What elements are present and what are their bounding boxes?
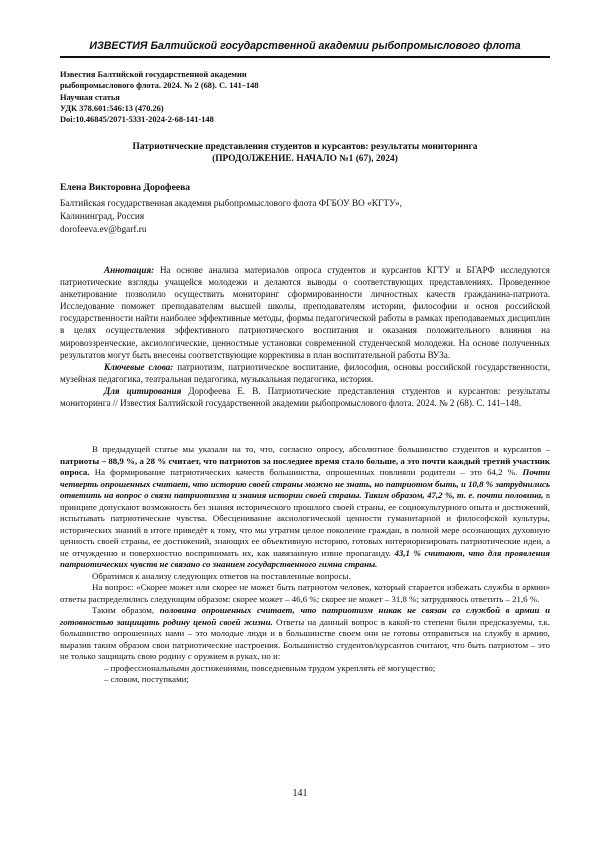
body-emphasis-text: половина опрошенных считает, что патриотизм никак не связан со службой в армии и готовностью защищать родину ценой своей жизни. bbox=[60, 605, 550, 627]
body-bold-text: патриоты – 88,9 %, а 28 % считает, что патриотов за последнее время стало больше, а это почти каждый третий участник опроса. bbox=[60, 455, 550, 477]
affiliation-line-2: Калининград, Россия bbox=[60, 212, 145, 222]
author-name: Елена Викторовна Дорофеева bbox=[60, 182, 191, 193]
citation-label: Для цитирования bbox=[104, 385, 182, 396]
body-paragraph-2: Обратимся к анализу следующих ответов на поставленные вопросы. bbox=[92, 570, 351, 581]
meta-udc: УДК 378.601:546:13 (470.26) bbox=[60, 103, 164, 113]
author-email: dorofeeva.ev@bgarf.ru bbox=[60, 225, 147, 235]
article-body bbox=[60, 444, 550, 686]
article-meta bbox=[60, 69, 490, 125]
title-line-2: (ПРОДОЛЖЕНИЕ. НАЧАЛО №1 (67), 2024) bbox=[212, 153, 398, 164]
body-paragraph-1 bbox=[60, 444, 550, 571]
body-emphasis-text: 43,1 % считают, что для проявления патриотических чувств не связано со знанием государственного гимна страны. bbox=[60, 547, 550, 569]
list-item-2: – словом, поступками; bbox=[104, 674, 189, 684]
title-line-1: Патриотические представления студентов и курсантов: результаты мониторинга bbox=[132, 142, 478, 152]
author-affiliation bbox=[60, 198, 530, 237]
keywords-text: патриотизм, патриотическое воспитание, философия, основы российской государственности, музейная педагогика, театральная педагогика, музыкальная педагогика, история. bbox=[60, 361, 550, 384]
header-rule bbox=[60, 56, 550, 58]
abstract-label: Аннотация: bbox=[104, 265, 155, 275]
abstract-paragraph bbox=[60, 264, 550, 361]
keywords-paragraph bbox=[60, 361, 550, 385]
journal-header-banner: ИЗВЕСТИЯ Балтийской государственной академии рыбопромыслового флота bbox=[89, 40, 521, 52]
list-item-1: – профессиональными достижениями, повседневным трудом укреплять её могущество; bbox=[104, 662, 436, 673]
citation-paragraph bbox=[60, 385, 550, 409]
meta-doi: Doi:10.46845/2071-5331-2024-2-68-141-148 bbox=[60, 115, 214, 125]
meta-issue-line: рыбопромыслового флота. 2024. № 2 (68). С. 141–148 bbox=[60, 81, 259, 91]
meta-article-type: Научная статья bbox=[60, 92, 120, 102]
meta-journal-line: Известия Балтийской государственной академии bbox=[60, 70, 247, 79]
article-title bbox=[60, 142, 550, 165]
body-text: В предыдущей статье мы указали на то, что, согласно опросу, абсолютное большинство студентов и курсантов – bbox=[92, 444, 550, 454]
abstract-text: На основе анализа материалов опроса студентов и курсантов КГТУ и БГАРФ исследуются патриотические взгляды учащейся молодежи и делаются выводы о соответствующих представлениях. Проведенное анкетирование позволило осуществить мониторинг сформированности личностных качеств гражданина-патриота. Исследование поможет преподавателям высшей школы, преподавателям истории, философии и основ российской государственности найти наиболее эффективные методы, формы педагогической работы в рамках преподаваемых дисциплин в целях осуществления эффективного патриотического воспитания и оказания положительного влияния на мировоззренческие, аксиологические, ценностные установки современной студенческой молодежи. На основе полученных результатов могут быть внесены соответствующие коррективы в план воспитательной работы ВУЗа. bbox=[60, 265, 550, 360]
body-emphasis-text: Почти четверть опрошенных считает, что историю своей страны можно не знать, но патриотом быть, и 10,8 % затруднились ответить на вопрос о связи патриотизма и знания истории своей страны. Таким образом, 47,2 %, т. е. почти половина, bbox=[60, 467, 550, 500]
body-text: На формирование патриотических качеств большинства, опрошенных повлияли родители – это 64,2 %. bbox=[89, 467, 523, 477]
affiliation-line-1: Балтийская государственная академия рыбопромыслового флота ФГБОУ ВО «КГТУ», bbox=[60, 199, 402, 209]
citation-text: Дорофеева Е. В. Патриотические представления студентов и курсантов: результаты мониторинга // Известия Балтийской государственной академии рыбопромыслового флота. 2024. № 2 (68). С. 141–148. bbox=[60, 385, 551, 409]
body-text: в принципе допускают возможность без знания исторического прошлого своей страны, ее социокультурного опыта и достижений, испытывать патриотические чувства. Обесценивание аксиологической ценности гуманитарной и философской культуры, исторических знаний в итоге приведёт к тому, что мы утратим целое поколение граждан, в полной мере осознающих духовную ценность своей страны, ее достижений, знающих ее объективную историю, готовых интериоризировать патриотические идеи, а не отчужденно и поверхностно воспринимать их, как навязанную извне пропаганду. bbox=[60, 490, 550, 558]
body-paragraph-4 bbox=[60, 605, 550, 663]
body-text: Ответы на данный вопрос в какой-то степени были предсказуемы, т.к. большинство опрошенных нами – это молодые люди и в большинстве своем они не готовы отправиться на службу в армию, выразив таким образом свои патриотические настроения. Большинство студентов/курсантов считают, что быть патриотом – это не только защищать свою родину с оружием в руках, но и: bbox=[60, 616, 550, 661]
page-number: 141 bbox=[292, 788, 308, 799]
body-text: Таким образом, bbox=[92, 605, 160, 615]
body-paragraph-3: На вопрос: «Скорее может или скорее не может быть патриотом человек, который старается избежать службы в армии» ответы распределились следующим образом: скорее может – 46,6 %; скорее не может – 31,8 %; затрудняюсь ответить – 21,6 %. bbox=[60, 582, 550, 604]
keywords-label: Ключевые слова: bbox=[104, 361, 174, 372]
abstract-block bbox=[60, 264, 550, 409]
